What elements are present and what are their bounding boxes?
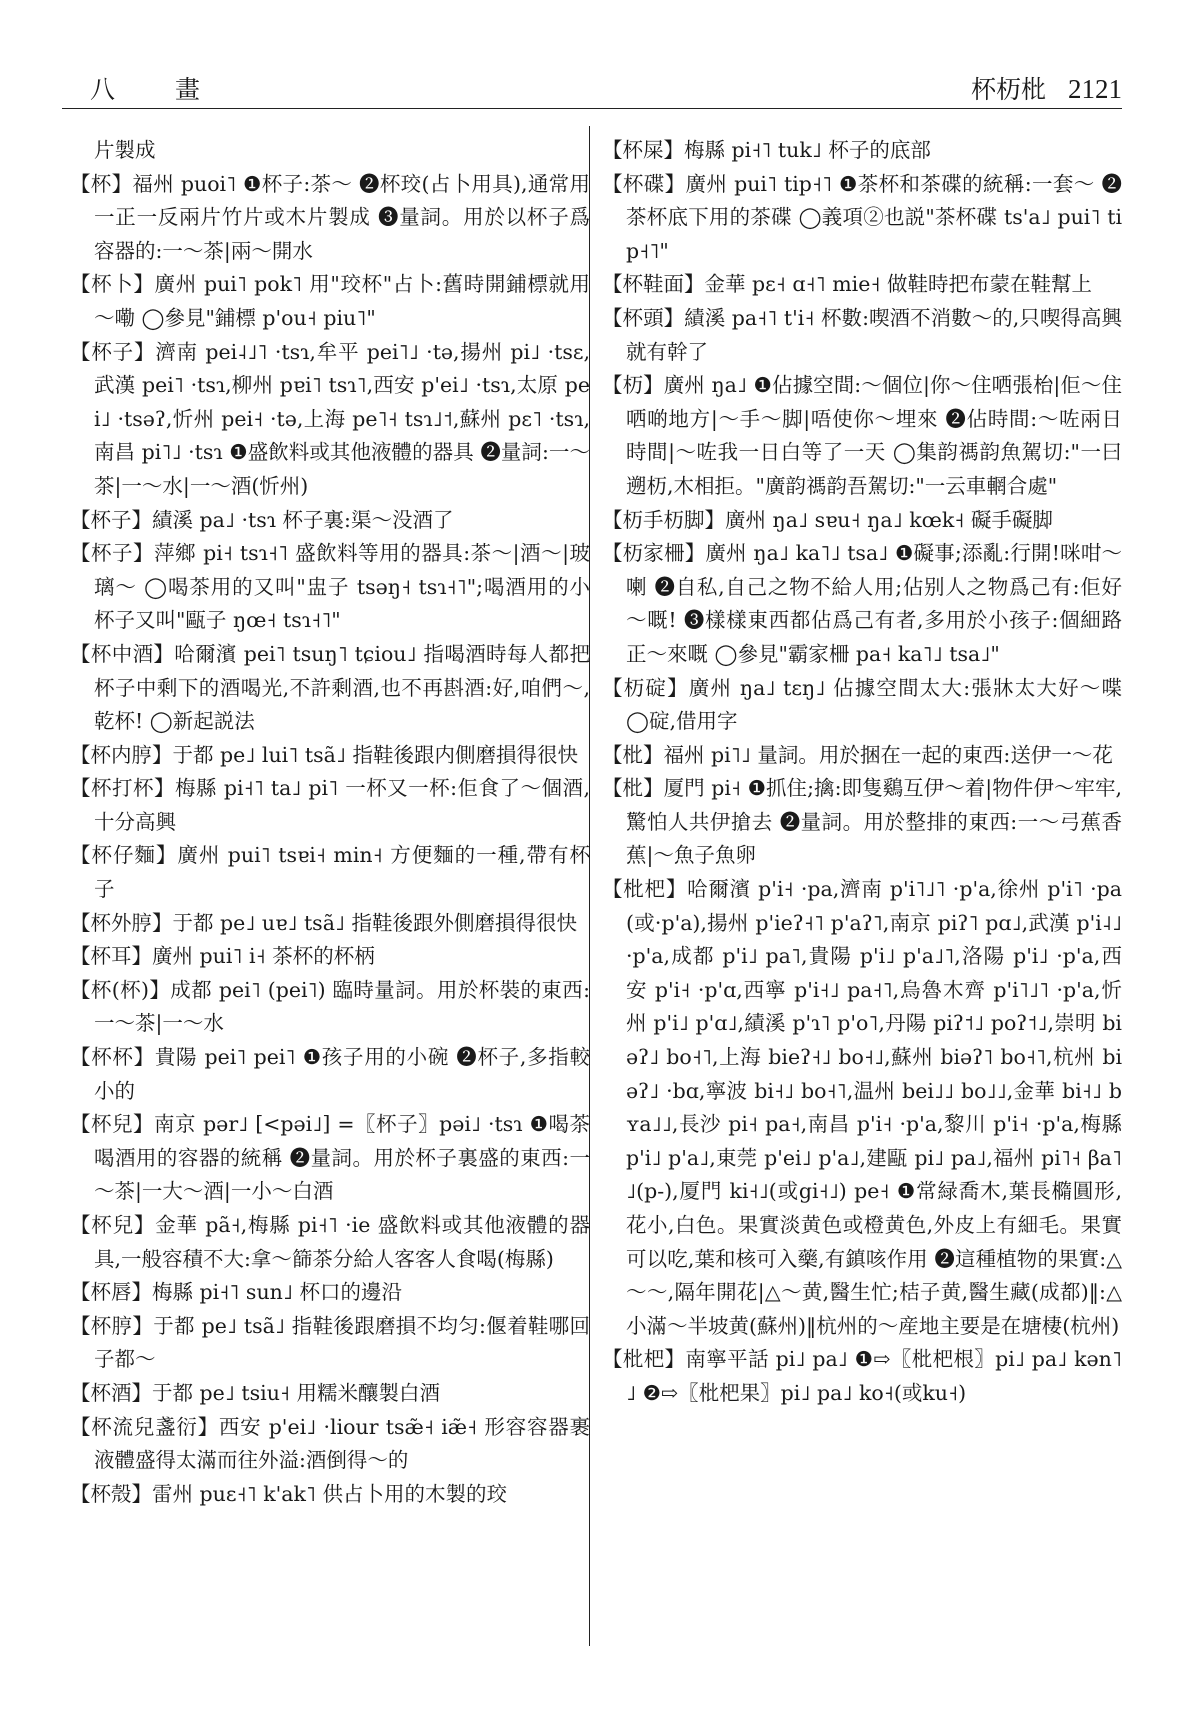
dictionary-entry: 【杯脝】于都 pe˩ tsã˩ 指鞋後跟磨損不均匀:偃着鞋哪回子都～ bbox=[70, 1313, 590, 1372]
header-rule bbox=[62, 108, 1122, 109]
dictionary-entry: 【杯子】績溪 pa˩ ·tsɿ 杯子裏:渠～没酒了 bbox=[70, 507, 454, 532]
dictionary-entry: 【杯(杯)】成都 pei˥ (pei˥) 臨時量詞。用於杯裝的東西:一～茶|一～水 bbox=[70, 977, 590, 1036]
dictionary-entry: 【杯流兒盞衍】西安 p'ei˩ ·liour tsæ̃˧ iæ̃˧ 形容容器裹液體盛得太滿而往外溢:酒倒得～的 bbox=[70, 1414, 590, 1473]
dictionary-entry: 【杯打杯】梅縣 pi˧˥ ta˩ pi˥ 一杯又一杯:佢食了～個酒,十分高興 bbox=[70, 776, 590, 834]
dictionary-entry: 【杤碇】廣州 ŋa˩ tɛŋ˩ 佔據空間太大:張牀太大好～喋 ◯碇,借用字 bbox=[602, 675, 1122, 734]
header-characters: 杯杤枇 bbox=[970, 75, 1046, 104]
dictionary-entry: 【枇】福州 pi˥˩ 量詞。用於捆在一起的東西:送伊一～花 bbox=[602, 742, 1113, 767]
dictionary-entry: 【枇杷】南寧平話 pi˩ pa˩ ❶⇨〖枇杷根〗pi˩ pa˩ kən˥˩ ❷⇨〖枇杷果〗pi˩ pa˩ ko˧(或ku˧) bbox=[602, 1347, 1122, 1405]
dictionary-entry: 【杯頭】績溪 pa˧˥ t'i˧ 杯數:喫酒不消數～的,只喫得高興就有幹了 bbox=[602, 305, 1122, 364]
page-number: 2121 bbox=[1068, 74, 1122, 104]
dictionary-entry: 【杯酒】于都 pe˩ tsiu˧ 用糯米釀製白酒 bbox=[70, 1380, 441, 1405]
dictionary-entry: 【杯外脝】于都 pe˩ uɐ˩ tsã˩ 指鞋後跟外側磨損得很快 bbox=[70, 910, 578, 935]
dictionary-entry: 【杯兒】金華 pã˧,梅縣 pi˧˥ ·ie 盛飲料或其他液體的器具,一般容積不大:拿～篩茶分給人客客人食喝(梅縣) bbox=[70, 1213, 590, 1271]
dictionary-entry: 【杯中酒】哈爾濱 pei˥ tsuŋ˥ tɕiou˩ 指喝酒時每人都把杯子中剩下的酒喝光,不許剩酒,也不再斟酒:好,咱們～,乾杯! ◯新起説法 bbox=[70, 641, 590, 734]
dictionary-entry: 【杯碟】廣州 pui˥ tip˧˥ ❶茶杯和茶碟的統稱:一套～ ❷茶杯底下用的茶碟 ◯義項②也説"茶杯碟 ts'a˩ pui˥ tip˧˥" bbox=[602, 171, 1122, 263]
dictionary-entry: 【杯杯】貴陽 pei˥ pei˥ ❶孩子用的小碗 ❷杯子,多指較小的 bbox=[70, 1045, 590, 1103]
dictionary-entry: 【杤手杤脚】廣州 ŋa˩ sɐu˧ ŋa˩ kœk˧ 礙手礙脚 bbox=[602, 507, 1053, 532]
dictionary-entry: 【杤】廣州 ŋa˩ ❶佔據空間:～個位|你～住哂張枱|佢～住哂啲地方|～手～脚|唔使你～埋來 ❷佔時間:～咗兩日時間|～咗我一日白等了一天 ◯集韵禡韵魚駕切:"一曰遡杤,木相拒。"廣韵禡韵吾駕切:"一云車輞合處" bbox=[602, 373, 1122, 498]
dictionary-entry: 【杯屎】梅縣 pi˧˥ tuk˩ 杯子的底部 bbox=[602, 138, 931, 162]
dictionary-entry: 【杯唇】梅縣 pi˧˥ sun˩ 杯口的邊沿 bbox=[70, 1280, 402, 1305]
dictionary-entry: 【杯内脝】于都 pe˩ lui˥ tsã˩ 指鞋後跟内側磨損得很快 bbox=[70, 742, 578, 767]
dictionary-entry: 【杯子】濟南 pei˨˩˥ ·tsɿ,牟平 pei˥˩ ·tə,揚州 pi˩ ·tsɛ,武漢 pei˥ ·tsɿ,柳州 pɐi˥ tsɿ˥,西安 p'ei˩ ·tsɿ,太原 pei˩ ·tsəʔ,忻州 pei˧ ·tə,上海 pe˥˧ tsɿ˩˦,蘇州 pɛ˥ ·tsɿ,南昌 pi˥˩ ·tsɿ ❶盛飲料或其他液體的器具 ❷量詞:一～茶|一～水|一～酒(忻州) bbox=[70, 339, 590, 498]
continued-text: 片製成 bbox=[94, 138, 156, 162]
dictionary-entry: 【杯仔麵】廣州 pui˥ tsɐi˧ min˧ 方便麵的一種,帶有杯子 bbox=[70, 843, 590, 902]
dictionary-entry: 【杤家柵】廣州 ŋa˩ ka˥˩ tsa˩ ❶礙事;添亂:行開!咪咁～喇 ❷自私,自己之物不給人用;佔别人之物爲己有:佢好～嘅! ❸樣樣東西都佔爲己有者,多用於小孩子:個細路正～來嘅 ◯參見"霸家柵 pa˧ ka˥˩ tsa˩" bbox=[602, 541, 1122, 666]
dictionary-entry: 【杯】福州 puoi˥ ❶杯子:茶～ ❷杯珓(占卜用具),通常用一正一反兩片竹片或木片製成 ❸量詞。用於以杯子爲容器的:一～茶|兩～開水 bbox=[70, 171, 590, 263]
right-column bbox=[602, 134, 1122, 1411]
left-column bbox=[70, 134, 590, 1511]
dictionary-entry: 【杯子】萍鄉 pi˧ tsɿ˧˥ 盛飲料等用的器具:茶～|酒～|玻璃～ ◯喝茶用的又叫"盅子 tsəŋ˧ tsɿ˧˥";喝酒用的小杯子又叫"甌子 ŋœ˧ tsɿ˧˥" bbox=[70, 541, 590, 633]
dictionary-entry: 【枇杷】哈爾濱 p'i˧ ·pa,濟南 p'i˥˩˥ ·p'a,徐州 p'i˥ ·pa(或·p'a),揚州 p'ieʔ˧˥ p'aʔ˥,南京 piʔ˥ pɑ˩,武漢 p'i˨˩ ·p'a,成都 p'i˩ pa˥,貴陽 p'i˩ p'a˩˥,洛陽 p'i˩ ·p'a,西安 p'i˧ ·p'ɑ,西寧 p'i˧˩ pa˧˥,烏魯木齊 p'i˥˩˥ ·p'a,忻州 p'i˩ p'ɑ˩,績溪 p'ɿ˥ p'o˥,丹陽 piʔ˦˩ poʔ˦˩,崇明 biəʔ˩ bo˧˥,上海 bieʔ˧˩ bo˧˩,蘇州 biəʔ˥ bo˧˥,杭州 biəʔ˩ ·bɑ,寧波 bi˧˩ bo˧˥,温州 bei˩˩ bo˩˩,金華 bi˧˩ bʏa˩˩,長沙 pi˧ pa˧,南昌 p'i˧ ·p'a,黎川 p'i˧ ·p'a,梅縣 p'i˩ p'a˩,東莞 p'ei˩ p'a˩,建甌 pi˩ pa˩,福州 pi˥˧ βa˥˩(p-),厦門 ki˧˩(或gi˧˩) pe˧ ❶常緑喬木,葉長橢圓形,花小,白色。果實淡黄色或橙黄色,外皮上有細毛。果實可以吃,葉和核可入藥,有鎮咳作用 ❷這種植物的果實:△～～,隔年開花|△～黄,醫生忙;桔子黄,醫生藏(成都)‖:△小滿～半坡黄(蘇州)‖杭州的～産地主要是在塘棲(杭州) bbox=[602, 877, 1122, 1338]
dictionary-entry: 【杯兒】南京 pər˩ [<pəi˩] =〖杯子〗pəi˩ ·tsɿ ❶喝茶喝酒用的容器的統稱 ❷量詞。用於杯子裏盛的東西:一～茶|一大～酒|一小～白酒 bbox=[70, 1112, 590, 1204]
section-title: 八 畫 bbox=[90, 75, 226, 104]
dictionary-entry: 【杯卜】廣州 pui˥ pok˥ 用"珓杯"占卜:舊時開鋪標就用～嘞 ◯參見"鋪標 p'ou˧ piu˥" bbox=[70, 272, 590, 330]
dictionary-entry: 【杯殼】雷州 puɛ˧˥ k'ak˥ 供占卜用的木製的珓 bbox=[70, 1481, 508, 1506]
dictionary-entry: 【枇】厦門 pi˧ ❶抓住;擒:即隻鷄互伊～着|物件伊～牢牢,驚怕人共伊搶去 ❷量詞。用於整排的東西:一～弓蕉香蕉|～魚子魚卵 bbox=[602, 776, 1122, 868]
dictionary-entry: 【杯耳】廣州 pui˥ i˧ 茶杯的杯柄 bbox=[70, 944, 375, 969]
dictionary-entry: 【杯鞋面】金華 pɛ˧ ɑ˧˥ mie˧ 做鞋時把布蒙在鞋幫上 bbox=[602, 272, 1092, 297]
page-heading bbox=[971, 70, 1122, 106]
